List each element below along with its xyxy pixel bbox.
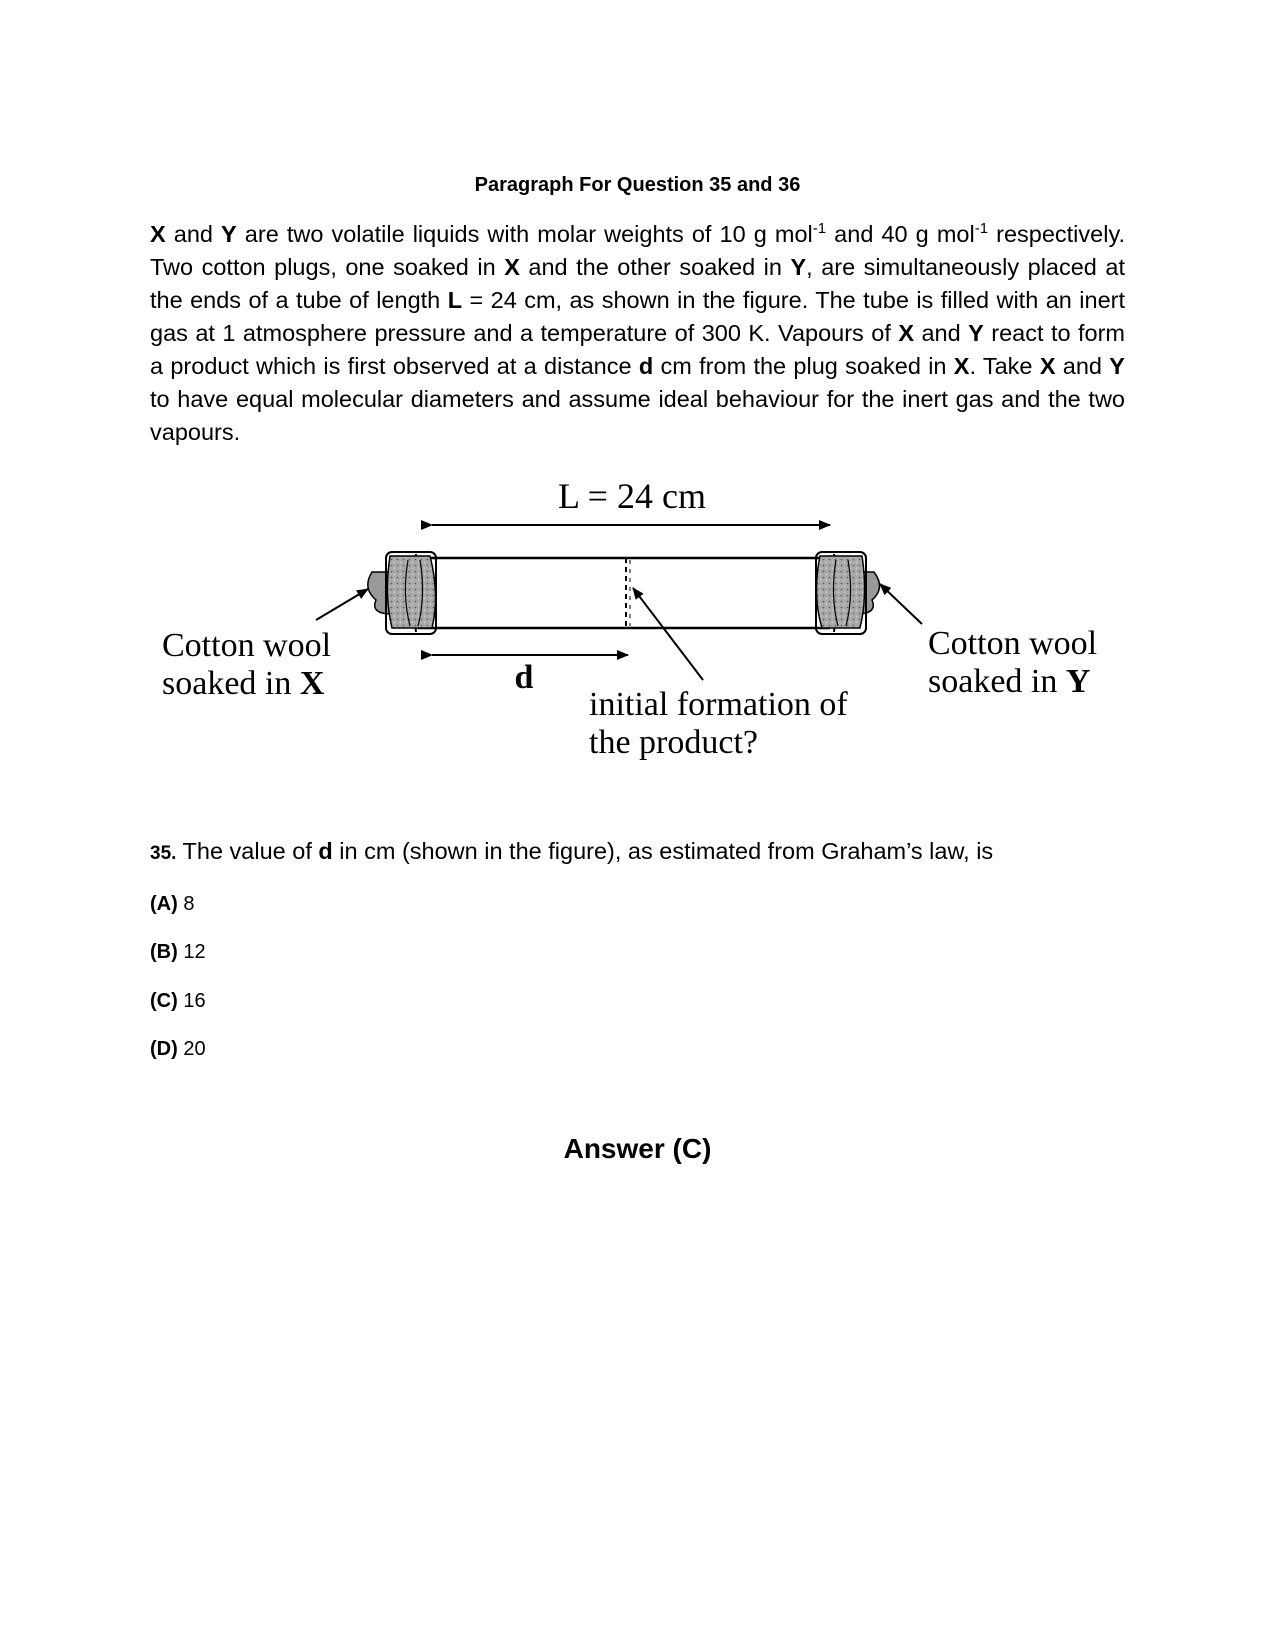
right-cotton-plug (816, 552, 880, 634)
product-label-line1: initial formation of (589, 686, 848, 723)
answer: Answer (C) (563, 1133, 712, 1164)
product-arrow (633, 588, 703, 680)
option-a: (A) 8 (150, 893, 195, 915)
option-d: (D) 20 (150, 1038, 206, 1060)
length-label: L = 24 cm (558, 476, 706, 516)
option-b: (B) 12 (150, 941, 206, 963)
option-c: (C) 16 (150, 990, 206, 1012)
question-35: 35. The value of d in cm (shown in the figure), as estimated from Graham’s law, is (150, 838, 994, 864)
paragraph-heading: Paragraph For Question 35 and 36 (474, 174, 801, 196)
right-label-line2: soaked in Y (928, 663, 1091, 700)
left-cotton-plug (368, 552, 436, 634)
paragraph-text: X and Y are two volatile liquids with molar weights of 10 g mol$^{-1}$ and 40 g mol$^{-1}$ respectively. Two cotton plugs, one soaked in X and the other soaked in Y, are simultaneously placed at the ends of a tube of length L = 24 cm, as shown in the figure. The tube is filled with an inert gas at 1 atmosphere pressure and a temperature of 300 K. Vapours of X and Y react to form a product which is first observed at a distance d cm from the plug soaked in X. Take X and Y to have equal molecular diameters and assume ideal behaviour for the inert gas and the two vapours. (150, 220, 1125, 445)
right-plug-arrow (880, 584, 922, 624)
left-label-line1: Cotton wool (162, 627, 332, 664)
left-label-line2: soaked in X (162, 665, 325, 702)
d-label: d (514, 659, 534, 696)
product-label-line2: the product? (589, 724, 758, 761)
right-label-line1: Cotton wool (928, 625, 1098, 662)
tube-diagram (0, 0, 1275, 800)
left-plug-arrow (316, 589, 368, 620)
tube (418, 558, 830, 628)
